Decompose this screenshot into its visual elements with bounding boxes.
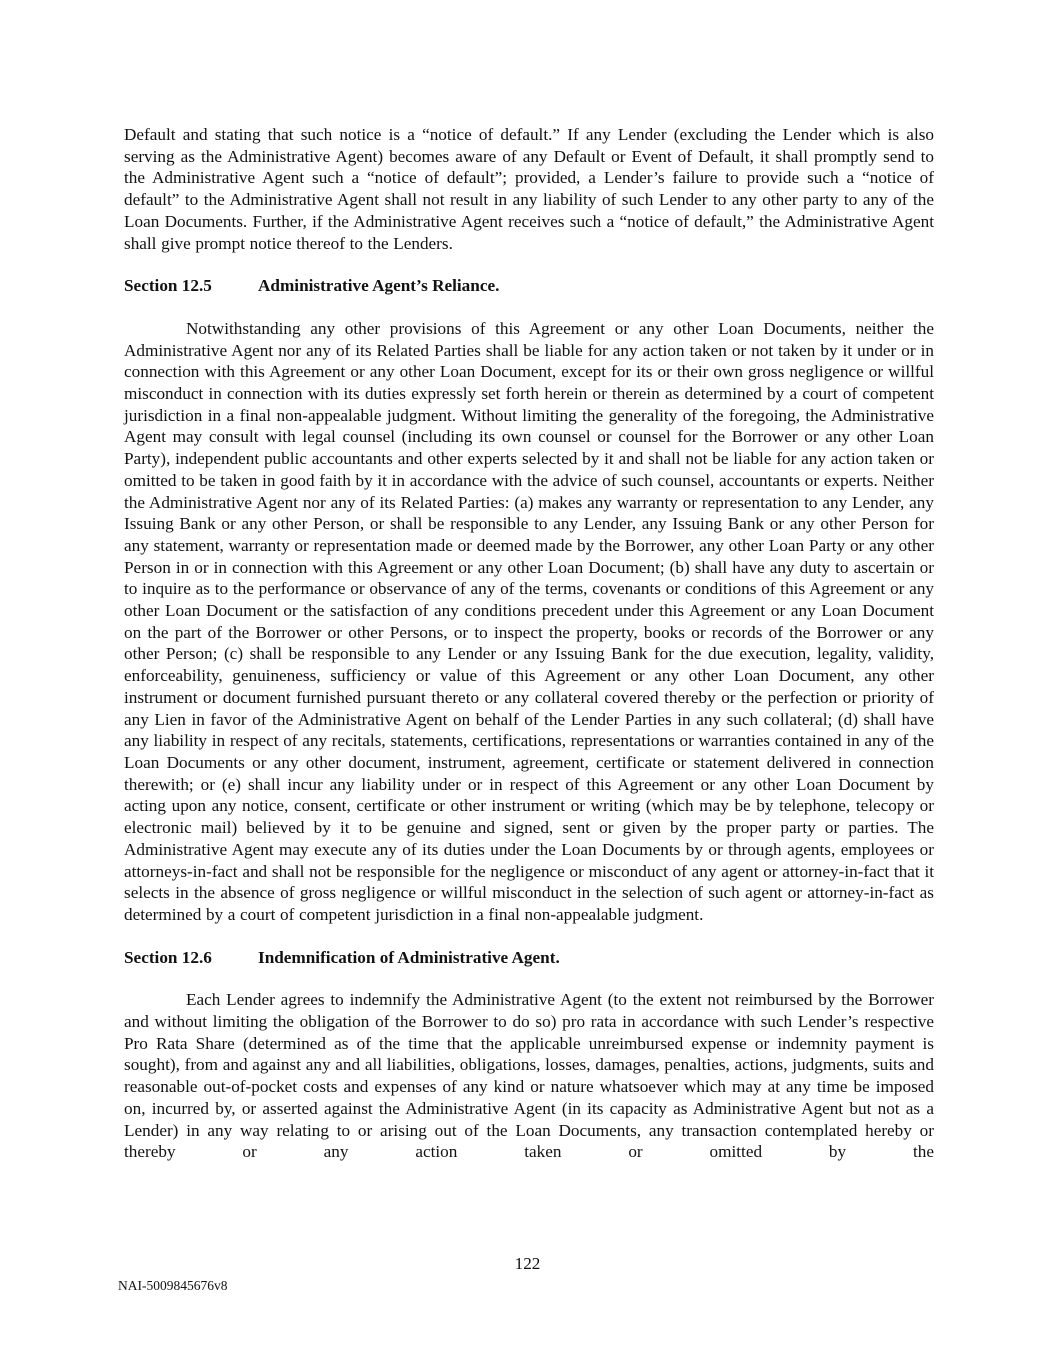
section-number: Section 12.5 bbox=[124, 276, 212, 296]
section-heading-12-6 bbox=[124, 947, 934, 969]
document-reference-number: NAI-5009845676v8 bbox=[118, 1278, 228, 1293]
page-number: 122 bbox=[514, 1254, 541, 1273]
section-title: Administrative Agent’s Reliance. bbox=[258, 276, 500, 296]
section-heading-12-5 bbox=[124, 275, 934, 297]
paragraph-notice-of-default-continuation: Default and stating that such notice is a “notice of default.” If any Lender (excluding the Lender which is also serving as the Administrative Agent) becomes aware of any Default or Event of Default, it shall promptly send to the Administrative Agent such a “notice of default”; provided, a Lender’s failure to provide such a “notice of default” to the Administrative Agent shall not result in any liability of such Lender to any other party to any of the Loan Documents. Further, if the Administrative Agent receives such a “notice of default,” the Administrative Agent shall give prompt notice thereof to the Lenders. bbox=[124, 125, 934, 253]
section-number: Section 12.6 bbox=[124, 947, 212, 967]
document-body bbox=[124, 124, 934, 1184]
paragraph-administrative-agents-reliance: Notwithstanding any other provisions of this Agreement or any other Loan Documents, neither the Administrative Agent nor any of its Related Parties shall be liable for any action taken or not taken by it under or in connection with this Agreement or any other Loan Document, except for its or their own gross negligence or willful misconduct in connection with its duties expressly set forth herein or therein as determined by a court of competent jurisdiction in a final non-appealable judgment. Without limiting the generality of the foregoing, the Administrative Agent may consult with legal counsel (including its own counsel or counsel for the Borrower or any other Loan Party), independent public accountants and other experts selected by it and shall not be liable for any action taken or omitted to be taken in good faith by it in accordance with the advice of such counsel, accountants or experts. Neither the Administrative Agent nor any of its Related Parties: (a) makes any warranty or representation to any Lender, any Issuing Bank or any other Person, or shall be responsible to any Lender, any Issuing Bank or any other Person for any statement, warranty or representation made or deemed made by the Borrower, any other Loan Party or any other Person in or in connection with this Agreement or any other Loan Document; (b) shall have any duty to ascertain or to inquire as to the performance or observance of any of the terms, covenants or conditions of this Agreement or any other Loan Document or the satisfaction of any conditions precedent under this Agreement or any Loan Document on the part of the Borrower or other Persons, or to inspect the property, books or records of the Borrower or any other Person; (c) shall be responsible to any Lender or any Issuing Bank for the due execution, legality, validity, enforceability, genuineness, sufficiency or value of this Agreement or any other Loan Document, any other instrument or document furnished pursuant thereto or any collateral covered thereby or the perfection or priority of any Lien in favor of the Administrative Agent on behalf of the Lender Parties in any such collateral; (d) shall have any liability in respect of any recitals, statements, certifications, representations or warranties contained in any of the Loan Documents or any other document, instrument, agreement, certificate or statement delivered in connection therewith; or (e) shall incur any liability under or in respect of this Agreement or any other Loan Document by acting upon any notice, consent, certificate or other instrument or writing (which may be by telephone, telecopy or electronic mail) believed by it to be genuine and signed, sent or given by the proper party or parties. The Administrative Agent may execute any of its duties under the Loan Documents by or through agents, employees or attorneys-in-fact and shall not be responsible for the negligence or misconduct of any agent or attorney-in-fact that it selects in the absence of gross negligence or willful misconduct in the selection of such agent or attorney-in-fact as determined by a court of competent jurisdiction in a final non-appealable judgment. bbox=[124, 318, 934, 924]
section-title: Indemnification of Administrative Agent. bbox=[258, 947, 560, 967]
paragraph-indemnification-of-administrative-agent: Each Lender agrees to indemnify the Administrative Agent (to the extent not reimbursed by the Borrower and without limiting the obligation of the Borrower to do so) pro rata in accordance with such Lender’s respective Pro Rata Share (determined as of the time that the applicable unreimbursed expense or indemnity payment is sought), from and against any and all liabilities, obligations, losses, damages, penalties, actions, judgments, suits and reasonable out-of-pocket costs and expenses of any kind or nature whatsoever which may at any time be imposed on, incurred by, or asserted against the Administrative Agent (in its capacity as Administrative Agent but not as a Lender) in any way relating to or arising out of the Loan Documents, any transaction contemplated hereby or thereby or any action taken or omitted by the bbox=[124, 990, 934, 1162]
